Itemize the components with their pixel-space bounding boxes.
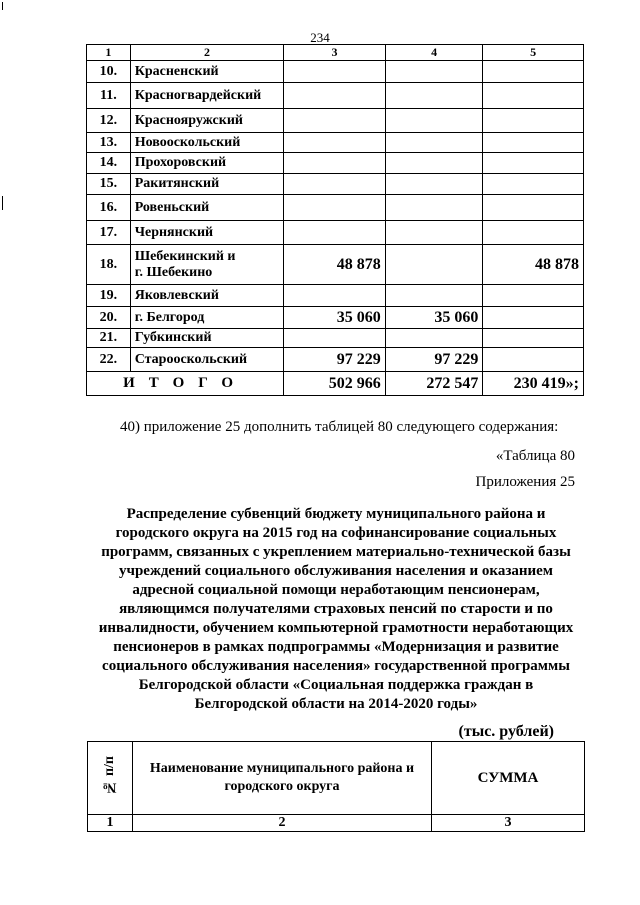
header-row: [88, 742, 585, 815]
table-row: [87, 153, 584, 174]
district-name: Яковлевский: [130, 285, 283, 307]
header-number-cell: [88, 742, 133, 815]
amount-col3: [284, 174, 386, 195]
row-number: 15.: [87, 174, 131, 195]
district-name: Ровеньский: [130, 195, 283, 221]
header-number: № п/п: [102, 756, 117, 795]
amount-col5: [483, 153, 584, 174]
amount-col4: [385, 174, 483, 195]
row-number: 19.: [87, 285, 131, 307]
row-number: 16.: [87, 195, 131, 221]
district-name: Ракитянский: [130, 174, 283, 195]
table-row: [87, 61, 584, 83]
row-number: 21.: [87, 329, 131, 348]
amount-col3: 35 060: [284, 307, 386, 329]
table-row: [87, 307, 584, 329]
row-number: 13.: [87, 133, 131, 153]
amount-col3: [284, 329, 386, 348]
district-name: г. Белгород: [130, 307, 283, 329]
amount-col3: [284, 133, 386, 153]
total-label: ИТОГО: [87, 372, 284, 396]
column-number-3: 3: [284, 45, 386, 61]
total-col3: 502 966: [284, 372, 386, 396]
column-number-1: 1: [87, 45, 131, 61]
table-caption-line1: «Таблица 80: [495, 448, 575, 464]
district-name-line2: г. Шебекино: [134, 264, 213, 280]
amount-col4: [385, 83, 483, 109]
amount-col3: [284, 285, 386, 307]
amount-col3: [284, 221, 386, 245]
amount-col4: [385, 195, 483, 221]
amount-col5: [483, 83, 584, 109]
amount-col4: 97 229: [385, 348, 483, 372]
table-row: [87, 221, 584, 245]
table-row: [87, 348, 584, 372]
subsidy-table-continued: [86, 44, 584, 396]
row-number: 11.: [87, 83, 131, 109]
amount-col5: [483, 61, 584, 83]
district-name: Новооскольский: [130, 133, 283, 153]
row-number: 17.: [87, 221, 131, 245]
amount-col4: [385, 109, 483, 133]
table-row: [87, 285, 584, 307]
table-row: [87, 174, 584, 195]
district-name: Чернянский: [130, 221, 283, 245]
district-name: Красногвардейский: [130, 83, 283, 109]
amount-col4: [385, 153, 483, 174]
district-name: Краснояружский: [130, 109, 283, 133]
page-number: 234: [310, 30, 330, 45]
table-row: [87, 329, 584, 348]
district-name: Губкинский: [130, 329, 283, 348]
section-heading: Распределение субвенций бюджету муниципального района и городского округа на 2015 год на софинансирование социальных программ, связанных с укреплением материально-технической базы учреждений социального обслуживания населения и оказанием адресной социальной помощи неработающим пенсионерам, являющимся получателями страховых пенсий по старости и по инвалидности, обучением компьютерной грамотности неработающих пенсионеров в рамках подпрограммы «Модернизация и развитие социального обслуживания населения» государственной программы Белгородской области «Социальная поддержка граждан в Белгородской области на 2014-2020 годы»: [98, 506, 574, 712]
amount-col5: [483, 133, 584, 153]
amount-col5: [483, 329, 584, 348]
district-name-line1: Шебекинский и: [134, 248, 236, 264]
amount-col3: [284, 109, 386, 133]
district-name: Старооскольский: [130, 348, 283, 372]
column-number-3: 3: [432, 815, 585, 832]
table-row: [87, 83, 584, 109]
column-number-2: 2: [130, 45, 283, 61]
column-number-1: 1: [88, 815, 133, 832]
column-number-row: [88, 815, 585, 832]
amount-col3: 48 878: [284, 245, 386, 285]
amount-col5: [483, 174, 584, 195]
header-district-name: Наименование муниципального района и городского округа: [133, 742, 432, 815]
row-number: 12.: [87, 109, 131, 133]
district-name: [130, 245, 283, 285]
column-number-row: [87, 45, 584, 61]
margin-mark-middle: [2, 196, 3, 210]
table-caption-line2: Приложения 25: [475, 474, 575, 490]
amount-col4: [385, 133, 483, 153]
total-col4: 272 547: [385, 372, 483, 396]
amount-col4: 35 060: [385, 307, 483, 329]
amount-col4: [385, 285, 483, 307]
amount-col5: 48 878: [483, 245, 584, 285]
amount-col3: [284, 153, 386, 174]
margin-mark-top: [2, 2, 3, 10]
amount-col4: [385, 61, 483, 83]
amount-col3: [284, 83, 386, 109]
district-name: Прохоровский: [130, 153, 283, 174]
amount-col4: [385, 329, 483, 348]
total-col5: 230 419»;: [483, 372, 584, 396]
row-number: 18.: [87, 245, 131, 285]
column-number-4: 4: [385, 45, 483, 61]
unit-label: (тыс. рублей): [458, 723, 554, 740]
amount-col3: 97 229: [284, 348, 386, 372]
subsidy-table-80: [87, 741, 585, 832]
amount-col3: [284, 195, 386, 221]
total-row: [87, 372, 584, 396]
amount-col4: [385, 221, 483, 245]
amendment-text: 40) приложение 25 дополнить таблицей 80 следующего содержания:: [120, 419, 559, 435]
row-number: 20.: [87, 307, 131, 329]
table-row: [87, 133, 584, 153]
amount-col5: [483, 195, 584, 221]
column-number-2: 2: [133, 815, 432, 832]
amount-col5: [483, 109, 584, 133]
column-number-5: 5: [483, 45, 584, 61]
amount-col5: [483, 307, 584, 329]
amount-col4: [385, 245, 483, 285]
amount-col5: [483, 285, 584, 307]
table-row: [87, 245, 584, 285]
row-number: 10.: [87, 61, 131, 83]
table-row: [87, 109, 584, 133]
amount-col5: [483, 221, 584, 245]
row-number: 22.: [87, 348, 131, 372]
amount-col5: [483, 348, 584, 372]
header-sum: СУММА: [432, 742, 585, 815]
district-name: Красненский: [130, 61, 283, 83]
row-number: 14.: [87, 153, 131, 174]
amount-col3: [284, 61, 386, 83]
table-row: [87, 195, 584, 221]
